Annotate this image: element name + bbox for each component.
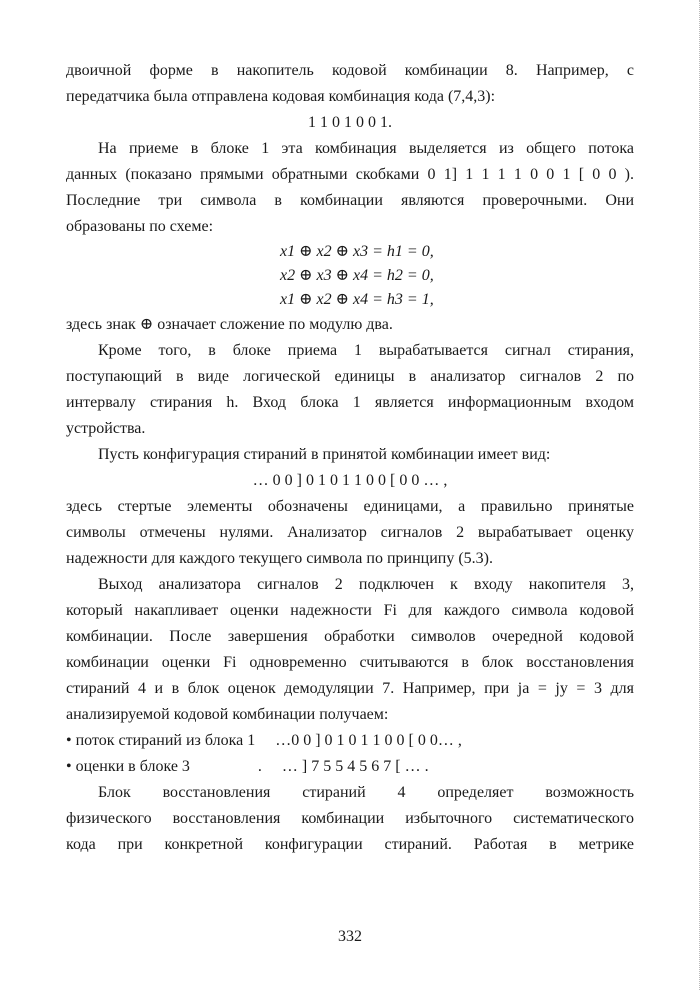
formula-2: x2 ⊕ x3 ⊕ x4 = h2 = 0, <box>280 267 434 284</box>
text-line: Последние три символа в комбинации являются проверочными. Они <box>66 192 634 209</box>
text-line: комбинации. После завершения обработки символов очередной кодовой <box>66 628 634 645</box>
text-line: анализируемой кодовой комбинации получаем: <box>66 706 389 723</box>
bullet-erasure-stream: • поток стираний из блока 1 …0 0 ] 0 1 0 1 1 0 0 [ 0 0… , <box>66 732 462 749</box>
text-line: На приеме в блоке 1 эта комбинация выделяется из общего потока <box>98 140 634 157</box>
text-line: передатчика была отправлена кодовая комбинация кода (7,4,3): <box>66 88 496 105</box>
text-line: надежности для каждого текущего символа по принципу (5.3). <box>66 550 493 567</box>
parity-formulas <box>66 240 634 312</box>
text-line: устройства. <box>66 420 146 437</box>
text-line: поступающий в виде логической единицы в анализатор сигналов 2 по <box>66 368 634 385</box>
formula-3: x1 ⊕ x2 ⊕ x4 = h3 = 1, <box>280 291 434 308</box>
text-line: интервалу стирания h. Вход блока 1 является информационным входом <box>66 394 634 411</box>
text-line: Пусть конфигурация стираний в принятой комбинации имеет вид: <box>98 446 551 463</box>
bullet-estimates: • оценки в блоке 3 . … ] 7 5 5 4 5 6 7 [ … . <box>66 758 429 775</box>
text-line: Выход анализатора сигналов 2 подключен к входу накопителя 3, <box>98 576 634 593</box>
page-body <box>66 58 634 858</box>
text-line: символы отмечены нулями. Анализатор сигналов 2 вырабатывает оценку <box>66 524 634 541</box>
text-line: Блок восстановления стираний 4 определяет возможность <box>98 784 634 801</box>
text-line: образованы по схеме: <box>66 218 214 235</box>
formula-1: x1 ⊕ x2 ⊕ x3 = h1 = 0, <box>280 243 434 260</box>
text-line: здесь знак ⊕ означает сложение по модулю два. <box>66 316 393 333</box>
text-line: Кроме того, в блоке приема 1 вырабатывается сигнал стирания, <box>98 342 634 359</box>
page-number: 332 <box>338 928 362 945</box>
text-line: комбинации оценки Fi одновременно считываются в блок восстановления <box>66 654 634 671</box>
text-line: физического восстановления комбинации избыточного систематического <box>66 810 634 827</box>
text-line: который накапливает оценки надежности Fi для каждого символа кодовой <box>66 602 634 619</box>
erasure-config: … 0 0 ] 0 1 0 1 1 0 0 [ 0 0 … , <box>252 472 448 489</box>
text-line: кода при конкретной конфигурации стираний. Работая в метрике <box>66 836 634 853</box>
code-sequence: 1 1 0 1 0 0 1. <box>308 114 392 131</box>
text-line: стираний 4 и в блок оценок демодуляции 7. Например, при jа = jу = 3 для <box>66 680 634 697</box>
text-line: данных (показано прямыми обратными скобками 0 1] 1 1 1 1 0 0 1 [ 0 0 ). <box>66 166 634 183</box>
text-line: здесь стертые элементы обозначены единицами, а правильно принятые <box>66 498 634 515</box>
text-line: двоичной форме в накопитель кодовой комбинации 8. Например, с <box>66 62 634 79</box>
